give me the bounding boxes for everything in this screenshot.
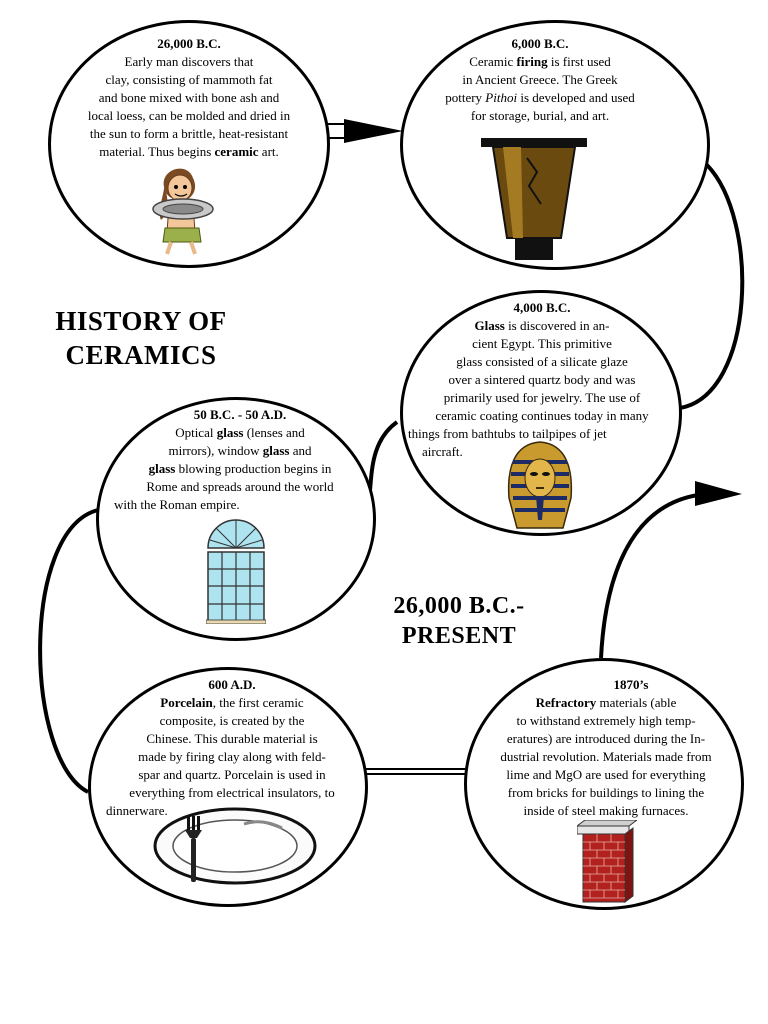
- event-date: 4,000 B.C.: [513, 300, 571, 315]
- connector-4-5: [40, 510, 98, 792]
- text-run: is discovered in an-: [504, 318, 610, 333]
- connector-3-4: [370, 422, 397, 490]
- event-line: [98, 694, 366, 712]
- keyword: Glass: [474, 318, 505, 333]
- event-line: for storage, burial, and art.: [470, 108, 610, 123]
- subtitle-line-1: 26,000 B.C.-: [393, 593, 525, 619]
- event-line: with the Roman empire.: [114, 497, 240, 512]
- text-run: Ceramic: [469, 54, 517, 69]
- event-line: [108, 460, 372, 478]
- event-date: 26,000 B.C.: [157, 36, 221, 51]
- event-text-6000bc: [410, 35, 670, 125]
- caveman-icon: [143, 160, 223, 256]
- event-date: 50 B.C. - 50 A.D.: [193, 407, 287, 422]
- event-line: Rome and spreads around the world: [146, 479, 334, 494]
- event-line: ceramic coating continues today in many: [435, 408, 649, 423]
- keyword: Refractory: [535, 695, 597, 710]
- event-line: [410, 53, 670, 71]
- event-line: dinnerware.: [106, 803, 168, 818]
- text-run: and: [289, 443, 312, 458]
- event-line: everything from electrical insulators, to: [129, 785, 335, 800]
- event-line: and bone mixed with bone ash and: [98, 90, 280, 105]
- event-line: dustrial revolution. Materials made from: [500, 749, 712, 764]
- event-line: [108, 424, 372, 442]
- event-line: [108, 442, 372, 460]
- text-run: is developed and used: [517, 90, 635, 105]
- keyword: ceramic: [214, 144, 259, 159]
- text-run: art.: [258, 144, 279, 159]
- event-date: 6,000 B.C.: [511, 36, 569, 51]
- text-run: is first used: [547, 54, 611, 69]
- event-text-600ad: [98, 676, 366, 820]
- event-line: clay, consisting of mammoth fat: [105, 72, 273, 87]
- event-line: inside of steel making furnaces.: [523, 803, 689, 818]
- greek-vase-icon: [481, 138, 587, 262]
- event-line: local loess, can be molded and dried in: [87, 108, 291, 123]
- keyword: Porcelain: [160, 695, 213, 710]
- event-line: Early man discovers that: [124, 54, 254, 69]
- event-line: in Ancient Greece. The Greek: [462, 72, 618, 87]
- event-date: 600 A.D.: [208, 677, 256, 692]
- text-run: Optical: [175, 425, 217, 440]
- brick-chimney-icon: [577, 820, 637, 904]
- event-line: composite, is created by the: [159, 713, 305, 728]
- page-title: [30, 304, 252, 372]
- event-date: 1870’s: [613, 677, 649, 692]
- event-line: the sun to form a brittle, heat-resistant: [89, 126, 289, 141]
- keyword: glass: [148, 461, 176, 476]
- event-text-50bc: [108, 406, 372, 514]
- event-line: from bricks for buildings to lining the: [507, 785, 705, 800]
- event-line: made by firing clay along with feld-: [138, 749, 326, 764]
- page-subtitle: [374, 591, 544, 651]
- event-text-26000bc: [52, 35, 326, 161]
- text-run: blowing production begins in: [175, 461, 332, 476]
- event-line: to withstand extremely high temp-: [516, 713, 696, 728]
- text-run: materials (able: [596, 695, 677, 710]
- event-text-4000bc: [406, 299, 678, 461]
- event-line: [52, 143, 326, 161]
- italic-term: Pithoi: [485, 90, 518, 105]
- event-line: aircraft.: [422, 444, 463, 459]
- keyword: glass: [216, 425, 244, 440]
- event-line: [410, 89, 670, 107]
- keyword: glass: [262, 443, 290, 458]
- title-line-2: CERAMICS: [65, 340, 217, 370]
- event-line: primarily used for jewelry. The use of: [443, 390, 641, 405]
- event-line: things from bathtubs to tailpipes of jet: [408, 426, 607, 441]
- event-line: spar and quartz. Porcelain is used in: [138, 767, 326, 782]
- text-run: (lenses and: [243, 425, 305, 440]
- event-line: [470, 694, 742, 712]
- keyword: firing: [516, 54, 548, 69]
- subtitle-line-2: PRESENT: [401, 623, 517, 649]
- text-run: , the first ceramic: [212, 695, 304, 710]
- event-line: eratures) are introduced during the In-: [506, 731, 706, 746]
- arrowhead-future: [695, 481, 742, 506]
- event-line: glass consisted of a silicate glaze: [456, 354, 628, 369]
- event-text-1870s: [470, 676, 742, 820]
- text-run: pottery: [445, 90, 486, 105]
- window-icon: [206, 518, 266, 624]
- connector-6-future: [601, 494, 706, 658]
- event-line: cient Egypt. This primitive: [472, 336, 612, 351]
- event-line: [406, 317, 678, 335]
- title-line-1: HISTORY OF: [55, 306, 227, 336]
- event-line: over a sintered quartz body and was: [448, 372, 636, 387]
- text-run: material. Thus begins: [99, 144, 215, 159]
- event-line: lime and MgO are used for everything: [506, 767, 706, 782]
- pharaoh-mask-icon: [503, 440, 577, 530]
- plate-fork-icon: [152, 806, 318, 886]
- arrowhead-1-2: [344, 119, 403, 143]
- event-line: Chinese. This durable material is: [146, 731, 318, 746]
- text-run: mirrors), window: [168, 443, 263, 458]
